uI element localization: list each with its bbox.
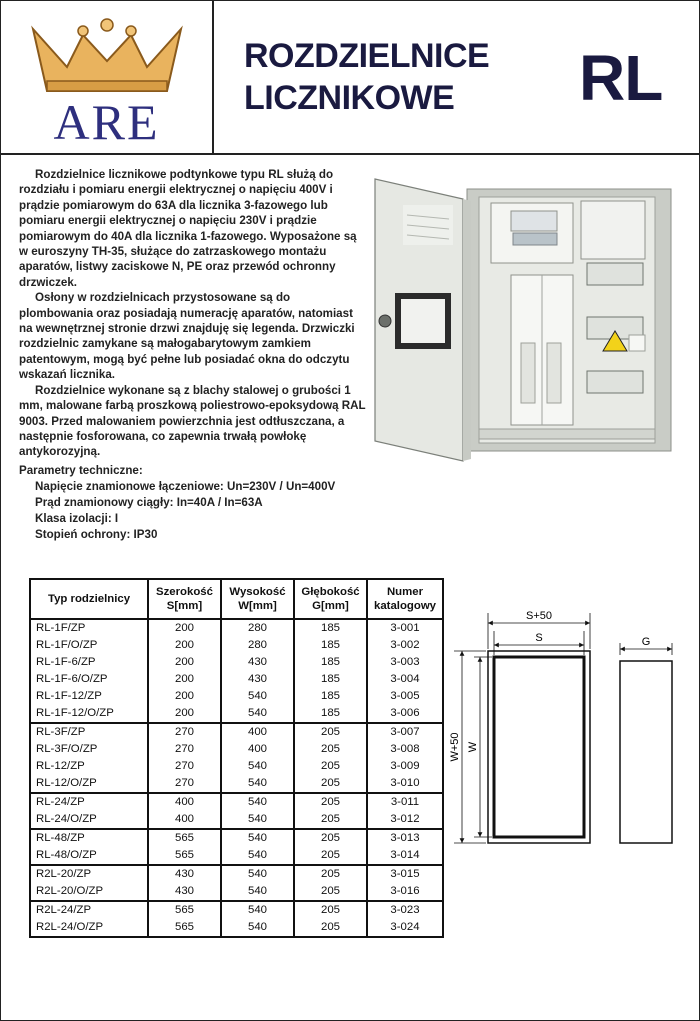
- cell-catalog: 3-023: [367, 901, 443, 919]
- cell-depth: 185: [294, 671, 367, 688]
- cell-height: 400: [221, 723, 294, 741]
- label-s-plus-50: S+50: [526, 610, 552, 622]
- header: [1, 1, 699, 155]
- table-row: [30, 793, 443, 811]
- cell-width: 565: [148, 901, 221, 919]
- parameter-item: Prąd znamionowy ciągły: In=40A / In=63A: [35, 496, 263, 509]
- table-row: [30, 865, 443, 883]
- product-photo: [371, 171, 673, 465]
- description-paragraph: Rozdzielnice wykonane są z blachy stalowej o grubości 1 mm, malowane farbą proszkową poliestrowo-epoksydową RAL 9003. Przed malowaniem powierzchnia jest odtłuszczana, a następnie fosforowana, co zapewnia trwałą powłokę antykorozyjną.: [19, 383, 366, 459]
- table-body: [30, 619, 443, 937]
- cell-width: 565: [148, 829, 221, 847]
- cell-type: R2L-20/O/ZP: [30, 883, 148, 901]
- cell-depth: 185: [294, 637, 367, 654]
- cell-depth: 205: [294, 741, 367, 758]
- cell-height: 430: [221, 654, 294, 671]
- cell-height: 540: [221, 829, 294, 847]
- table-row: [30, 883, 443, 901]
- cell-type: RL-1F/ZP: [30, 619, 148, 637]
- cell-height: 430: [221, 671, 294, 688]
- cell-height: 540: [221, 758, 294, 775]
- cell-depth: 205: [294, 883, 367, 901]
- cell-width: 200: [148, 671, 221, 688]
- table-row: [30, 847, 443, 865]
- cell-depth: 185: [294, 705, 367, 723]
- cell-type: RL-1F/O/ZP: [30, 637, 148, 654]
- technical-parameters: [19, 463, 367, 543]
- table-row: [30, 901, 443, 919]
- table-row: [30, 619, 443, 637]
- cell-catalog: 3-004: [367, 671, 443, 688]
- specification-table: [29, 578, 444, 938]
- table-header-row: [30, 579, 443, 619]
- cell-type: R2L-24/O/ZP: [30, 919, 148, 937]
- cell-depth: 205: [294, 919, 367, 937]
- cell-type: RL-48/ZP: [30, 829, 148, 847]
- cell-height: 540: [221, 919, 294, 937]
- cell-height: 540: [221, 865, 294, 883]
- cell-catalog: 3-012: [367, 811, 443, 829]
- cell-catalog: 3-015: [367, 865, 443, 883]
- cell-type: RL-12/O/ZP: [30, 775, 148, 793]
- cell-width: 270: [148, 758, 221, 775]
- cell-width: 400: [148, 811, 221, 829]
- cell-type: RL-48/O/ZP: [30, 847, 148, 865]
- cell-catalog: 3-014: [367, 847, 443, 865]
- column-header-depth: Głębokość G[mm]: [294, 579, 367, 619]
- crown-icon: [27, 15, 187, 95]
- cell-height: 540: [221, 883, 294, 901]
- column-header-type: Typ rodzielnicy: [30, 579, 148, 619]
- series-code: RL: [579, 42, 663, 114]
- table-row: [30, 723, 443, 741]
- cell-type: RL-1F-6/O/ZP: [30, 671, 148, 688]
- cell-catalog: 3-005: [367, 688, 443, 705]
- cell-catalog: 3-009: [367, 758, 443, 775]
- cell-width: 200: [148, 688, 221, 705]
- column-header-width: Szerokość S[mm]: [148, 579, 221, 619]
- table-row: [30, 671, 443, 688]
- column-header-catalog: Numer katalogowy: [367, 579, 443, 619]
- cell-width: 270: [148, 775, 221, 793]
- cell-type: RL-12/ZP: [30, 758, 148, 775]
- cell-depth: 205: [294, 775, 367, 793]
- cell-catalog: 3-013: [367, 829, 443, 847]
- table-row: [30, 775, 443, 793]
- cell-depth: 185: [294, 619, 367, 637]
- cell-catalog: 3-010: [367, 775, 443, 793]
- description-paragraph: Rozdzielnice licznikowe podtynkowe typu RL służą do rozdziału i pomiaru energii elektrycznej o napięciu 400V i prądzie pomiarowym do 63A dla licznika 3-fazowego lub pomiaru energii elektrycznej o napięciu 230V i prądzie pomiarowym do 40A dla licznika 1-fazowego. Wyposażone są w euroszyny TH-35, służące do zatrzaskowego montażu aparatów, listwy zaciskowe N, PE oraz przewód ochronny drzwiczek.: [19, 168, 357, 289]
- cell-depth: 205: [294, 865, 367, 883]
- cell-depth: 205: [294, 811, 367, 829]
- table-row: [30, 741, 443, 758]
- cell-height: 540: [221, 793, 294, 811]
- cell-type: RL-24/ZP: [30, 793, 148, 811]
- label-w-plus-50: W+50: [449, 732, 461, 762]
- cell-catalog: 3-024: [367, 919, 443, 937]
- title-line-2: LICZNIKOWE: [244, 79, 455, 117]
- cell-catalog: 3-008: [367, 741, 443, 758]
- cell-height: 540: [221, 811, 294, 829]
- cell-height: 540: [221, 901, 294, 919]
- cell-depth: 205: [294, 901, 367, 919]
- cell-catalog: 3-006: [367, 705, 443, 723]
- cell-type: RL-1F-12/O/ZP: [30, 705, 148, 723]
- cell-type: RL-1F-12/ZP: [30, 688, 148, 705]
- cell-width: 565: [148, 847, 221, 865]
- table-row: [30, 919, 443, 937]
- cell-height: 540: [221, 847, 294, 865]
- cell-catalog: 3-007: [367, 723, 443, 741]
- cell-width: 430: [148, 865, 221, 883]
- cell-height: 280: [221, 637, 294, 654]
- cell-depth: 205: [294, 723, 367, 741]
- logo-text: ARE: [53, 94, 160, 150]
- cell-depth: 205: [294, 829, 367, 847]
- table-row: [30, 811, 443, 829]
- cell-depth: 185: [294, 688, 367, 705]
- table-row: [30, 758, 443, 775]
- cell-type: R2L-20/ZP: [30, 865, 148, 883]
- cell-catalog: 3-016: [367, 883, 443, 901]
- cell-width: 400: [148, 793, 221, 811]
- cell-height: 400: [221, 741, 294, 758]
- cell-width: 200: [148, 705, 221, 723]
- description: [19, 167, 367, 460]
- dimension-drawing: [446, 609, 686, 849]
- cell-depth: 205: [294, 758, 367, 775]
- cell-catalog: 3-003: [367, 654, 443, 671]
- description-paragraph: Osłony w rozdzielnicach przystosowane są do plombowania oraz posiadają numerację aparatów, natomiast na wewnętrznej stronie drzwi znajduję się legenda. Drzwiczki rozdzielnic zamykane są małogabarytowym zamkiem patentowym, mogą być pełne lub posiadać okna do odczytu wskazań licznika.: [19, 291, 355, 382]
- cell-depth: 205: [294, 847, 367, 865]
- cell-catalog: 3-002: [367, 637, 443, 654]
- cell-type: RL-3F/O/ZP: [30, 741, 148, 758]
- parameter-item: Stopień ochrony: IP30: [35, 528, 158, 541]
- cell-width: 565: [148, 919, 221, 937]
- cell-catalog: 3-001: [367, 619, 443, 637]
- table-row: [30, 637, 443, 654]
- title-line-1: ROZDZIELNICE: [244, 37, 490, 75]
- cell-type: R2L-24/ZP: [30, 901, 148, 919]
- table-row: [30, 705, 443, 723]
- label-g: G: [641, 636, 651, 648]
- label-s: S: [535, 632, 543, 644]
- cell-catalog: 3-011: [367, 793, 443, 811]
- cell-width: 270: [148, 741, 221, 758]
- label-w: W: [467, 741, 479, 753]
- parameter-item: Klasa izolacji: I: [35, 512, 119, 525]
- cell-depth: 205: [294, 793, 367, 811]
- cell-width: 200: [148, 637, 221, 654]
- table-row: [30, 829, 443, 847]
- cell-height: 540: [221, 775, 294, 793]
- parameter-item: Napięcie znamionowe łączeniowe: Un=230V / Un=400V: [35, 480, 336, 493]
- cell-depth: 185: [294, 654, 367, 671]
- table-row: [30, 688, 443, 705]
- cell-height: 540: [221, 688, 294, 705]
- cell-width: 430: [148, 883, 221, 901]
- cell-type: RL-1F-6/ZP: [30, 654, 148, 671]
- table-row: [30, 654, 443, 671]
- cell-height: 540: [221, 705, 294, 723]
- page-title: [244, 35, 489, 119]
- cell-height: 280: [221, 619, 294, 637]
- cell-width: 200: [148, 619, 221, 637]
- cell-width: 200: [148, 654, 221, 671]
- column-header-height: Wysokość W[mm]: [221, 579, 294, 619]
- cell-width: 270: [148, 723, 221, 741]
- cell-type: RL-24/O/ZP: [30, 811, 148, 829]
- logo: [1, 1, 214, 153]
- cell-type: RL-3F/ZP: [30, 723, 148, 741]
- parameters-heading: Parametry techniczne:: [19, 464, 143, 477]
